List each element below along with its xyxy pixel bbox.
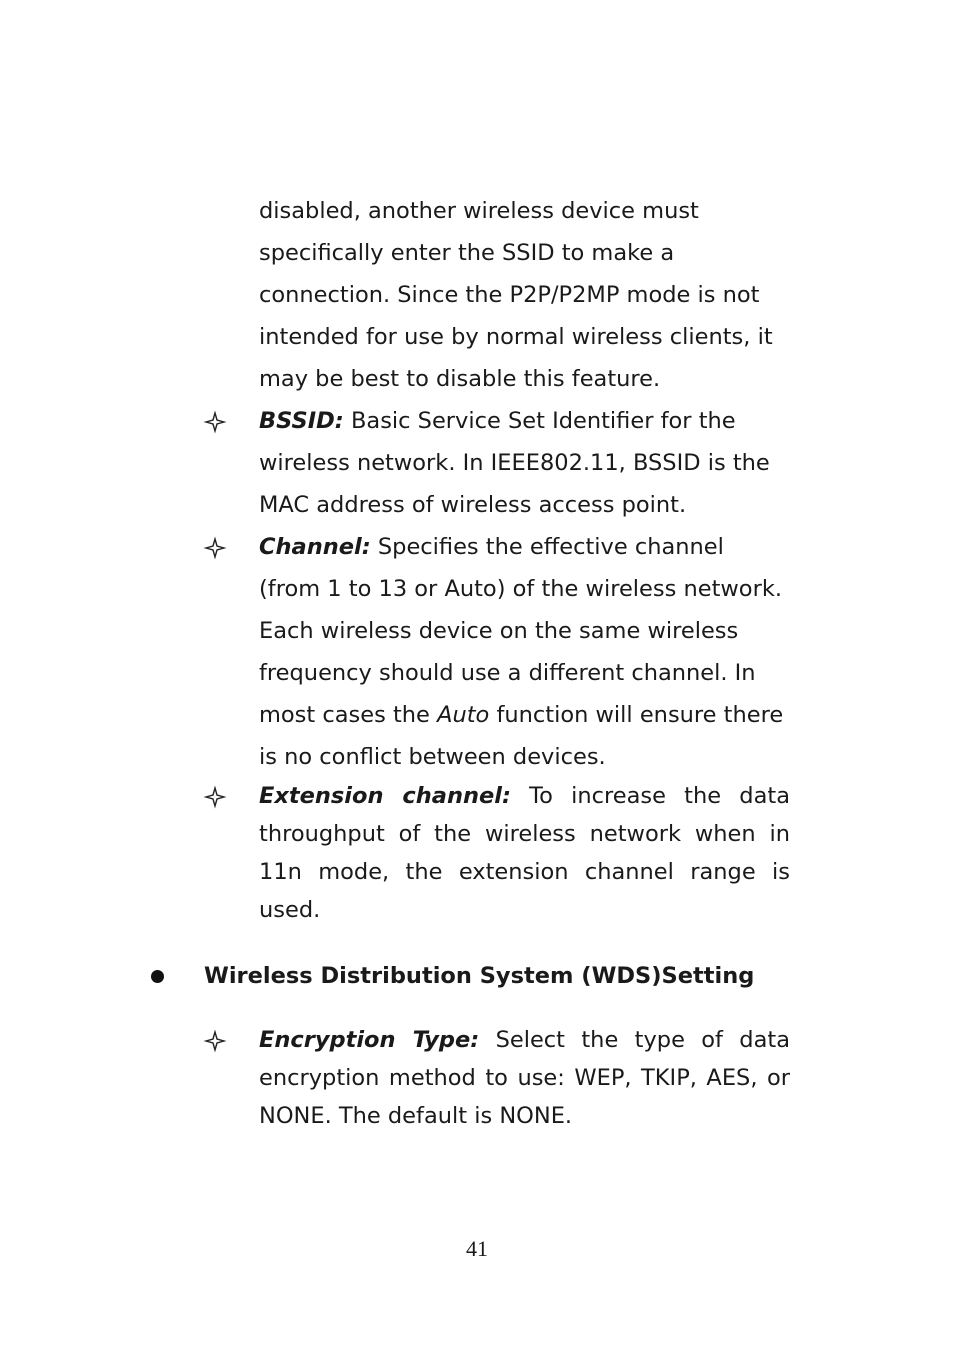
sub-bullet-icon [203, 410, 227, 434]
encryption-type-item [259, 1021, 790, 1135]
channel-item [259, 526, 790, 778]
extension-channel-item [259, 777, 790, 929]
extension-channel-term: Extension channel: [259, 783, 511, 809]
bssid-description: Basic Service Set Identifier for the wireless network. In IEEE802.11, BSSID is the MAC address of wireless access point. [259, 408, 770, 518]
bssid-term: BSSID: [259, 408, 344, 434]
encryption-type-term: Encryption Type: [259, 1027, 480, 1053]
page-number: 41 [466, 1236, 488, 1261]
channel-auto-italic: Auto [437, 702, 490, 728]
section-bullet-icon [151, 970, 164, 983]
continuation-paragraph [259, 190, 790, 400]
channel-term: Channel: [259, 534, 371, 560]
section-title: Wireless Distribution System (WDS)Setting [204, 963, 755, 989]
sub-bullet-icon [203, 785, 227, 809]
continuation-text: disabled, another wireless device must specifically enter the SSID to make a connection. Since the P2P/P2MP mode is not intended for use by normal wireless clients, it may be best to disable this feature. [259, 198, 773, 392]
encryption-type-description: Select the type of data encryption method to use: WEP, TKIP, AES, or NONE. The default is NONE. [259, 1027, 790, 1129]
channel-description-part1: Specifies the effective channel (from 1 to 13 or Auto) of the wireless network. Each wireless device on the same wireless frequency should use a different channel. In most cases the [259, 534, 783, 728]
sub-bullet-icon [203, 1029, 227, 1053]
extension-channel-description: To increase the data throughput of the wireless network when in 11n mode, the extension channel range is used. [259, 783, 790, 923]
sub-bullet-icon [203, 536, 227, 560]
bssid-item [259, 400, 790, 526]
channel-description-part2: function will ensure there is no conflict between devices. [259, 702, 784, 770]
